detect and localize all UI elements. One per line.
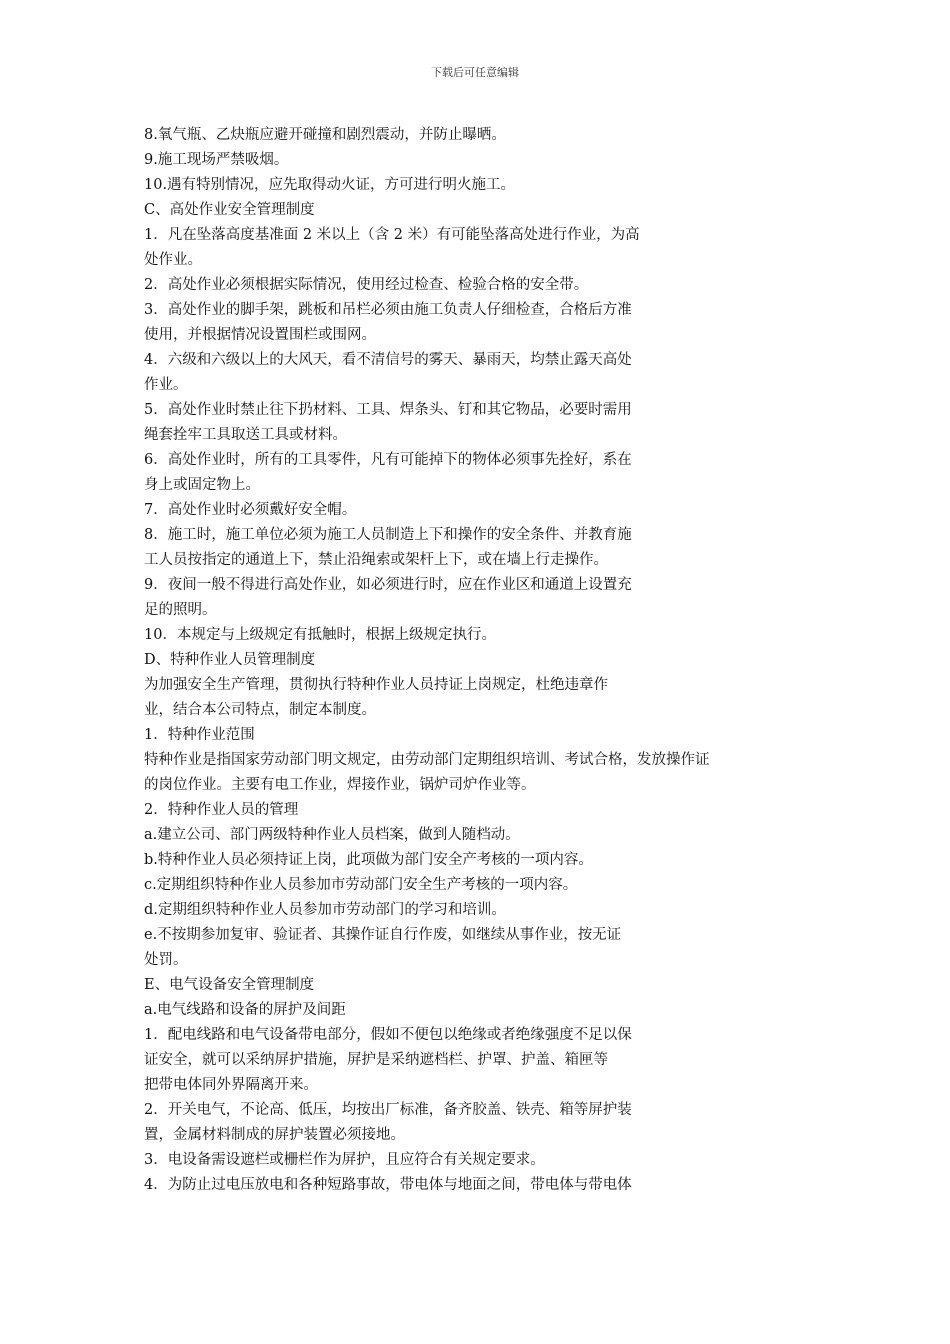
- text-line: 置，金属材料制成的屏护装置必须接地。: [144, 1127, 405, 1143]
- text-line: 绳套拴牢工具取送工具或材料。: [144, 427, 347, 443]
- text-line: 1．凡在坠落高度基准面 2 米以上（含 2 米）有可能坠落高处进行作业，为高: [144, 227, 640, 243]
- text-line: 4．六级和六级以上的大风天，看不清信号的雾天、暴雨天，均禁止露天高处: [144, 352, 632, 368]
- text-line: 的岗位作业。主要有电工作业，焊接作业，锅炉司炉作业等。: [144, 777, 536, 793]
- text-line: 把带电体同外界隔离开来。: [144, 1077, 318, 1093]
- text-line: e.不按期参加复审、验证者、其操作证自行作废，如继续从事作业，按无证: [144, 927, 622, 943]
- section-heading-d: D、特种作业人员管理制度: [144, 652, 316, 668]
- text-line: 1．特种作业范围: [144, 727, 255, 743]
- text-line: d.定期组织特种作业人员参加市劳动部门的学习和培训。: [144, 902, 506, 918]
- section-heading-c: C、高处作业安全管理制度: [144, 202, 315, 218]
- document-body: [144, 123, 824, 1198]
- text-line: 3．电设备需设遮栏或栅栏作为屏护，且应符合有关规定要求。: [144, 1152, 545, 1168]
- text-line: 业，结合本公司特点，制定本制度。: [144, 702, 376, 718]
- page-header: 下载后可任意编辑: [431, 66, 519, 79]
- text-line: 6．高处作业时，所有的工具零件，凡有可能掉下的物体必须事先拴好，系在: [144, 452, 632, 468]
- text-line: 9.施工现场严禁吸烟。: [144, 152, 289, 168]
- text-line: 作业。: [144, 377, 188, 393]
- text-line: 特种作业是指国家劳动部门明文规定，由劳动部门定期组织培训、考试合格，发放操作证: [144, 752, 710, 768]
- text-line: 1．配电线路和电气设备带电部分，假如不便包以绝缘或者绝缘强度不足以保: [144, 1027, 632, 1043]
- text-line: 处作业。: [144, 252, 202, 268]
- text-line: a.建立公司、部门两级特种作业人员档案，做到人随档动。: [144, 827, 520, 843]
- text-line: 处罚。: [144, 952, 188, 968]
- text-line: 10.遇有特别情况，应先取得动火证，方可进行明火施工。: [144, 177, 516, 193]
- text-line: 2．高处作业必须根据实际情况，使用经过检查、检验合格的安全带。: [144, 277, 589, 293]
- text-line: c.定期组织特种作业人员参加市劳动部门安全生产考核的一项内容。: [144, 877, 578, 893]
- text-line: 7．高处作业时必须戴好安全帽。: [144, 502, 357, 518]
- text-line: 2．特种作业人员的管理: [144, 802, 299, 818]
- text-line: 3．高处作业的脚手架，跳板和吊栏必须由施工负责人仔细检查，合格后方准: [144, 302, 632, 318]
- text-line: 2．开关电气，不论高、低压，均按出厂标准，备齐胶盖、铁壳、箱等屏护装: [144, 1102, 632, 1118]
- section-heading-e: E、电气设备安全管理制度: [144, 977, 315, 993]
- text-line: 身上或固定物上。: [144, 477, 260, 493]
- text-line: 为加强安全生产管理，贯彻执行特种作业人员持证上岗规定，杜绝违章作: [144, 677, 608, 693]
- text-line: 10．本规定与上级规定有抵触时，根据上级规定执行。: [144, 627, 496, 643]
- text-line: 8．施工时，施工单位必须为施工人员制造上下和操作的安全条件、并教育施: [144, 527, 632, 543]
- text-line: 8.氧气瓶、乙炔瓶应避开碰撞和剧烈震动，并防止曝晒。: [144, 127, 506, 143]
- text-line: 证安全，就可以采纳屏护措施，屏护是采纳遮档栏、护罩、护盖、箱匣等: [144, 1052, 608, 1068]
- text-line: 足的照明。: [144, 602, 217, 618]
- text-line: 5．高处作业时禁止往下扔材料、工具、焊条头、钉和其它物品，必要时需用: [144, 402, 632, 418]
- text-line: 4．为防止过电压放电和各种短路事故，带电体与地面之间，带电体与带电体: [144, 1177, 632, 1193]
- text-line: a.电气线路和设备的屏护及间距: [144, 1002, 346, 1018]
- text-line: 使用，并根据情况设置围栏或围网。: [144, 327, 376, 343]
- text-line: 9．夜间一般不得进行高处作业，如必须进行时，应在作业区和通道上设置充: [144, 577, 632, 593]
- text-line: b.特种作业人员必须持证上岗，此项做为部门安全产考核的一项内容。: [144, 852, 593, 868]
- text-line: 工人员按指定的通道上下，禁止沿绳索或架杆上下，或在墙上行走操作。: [144, 552, 608, 568]
